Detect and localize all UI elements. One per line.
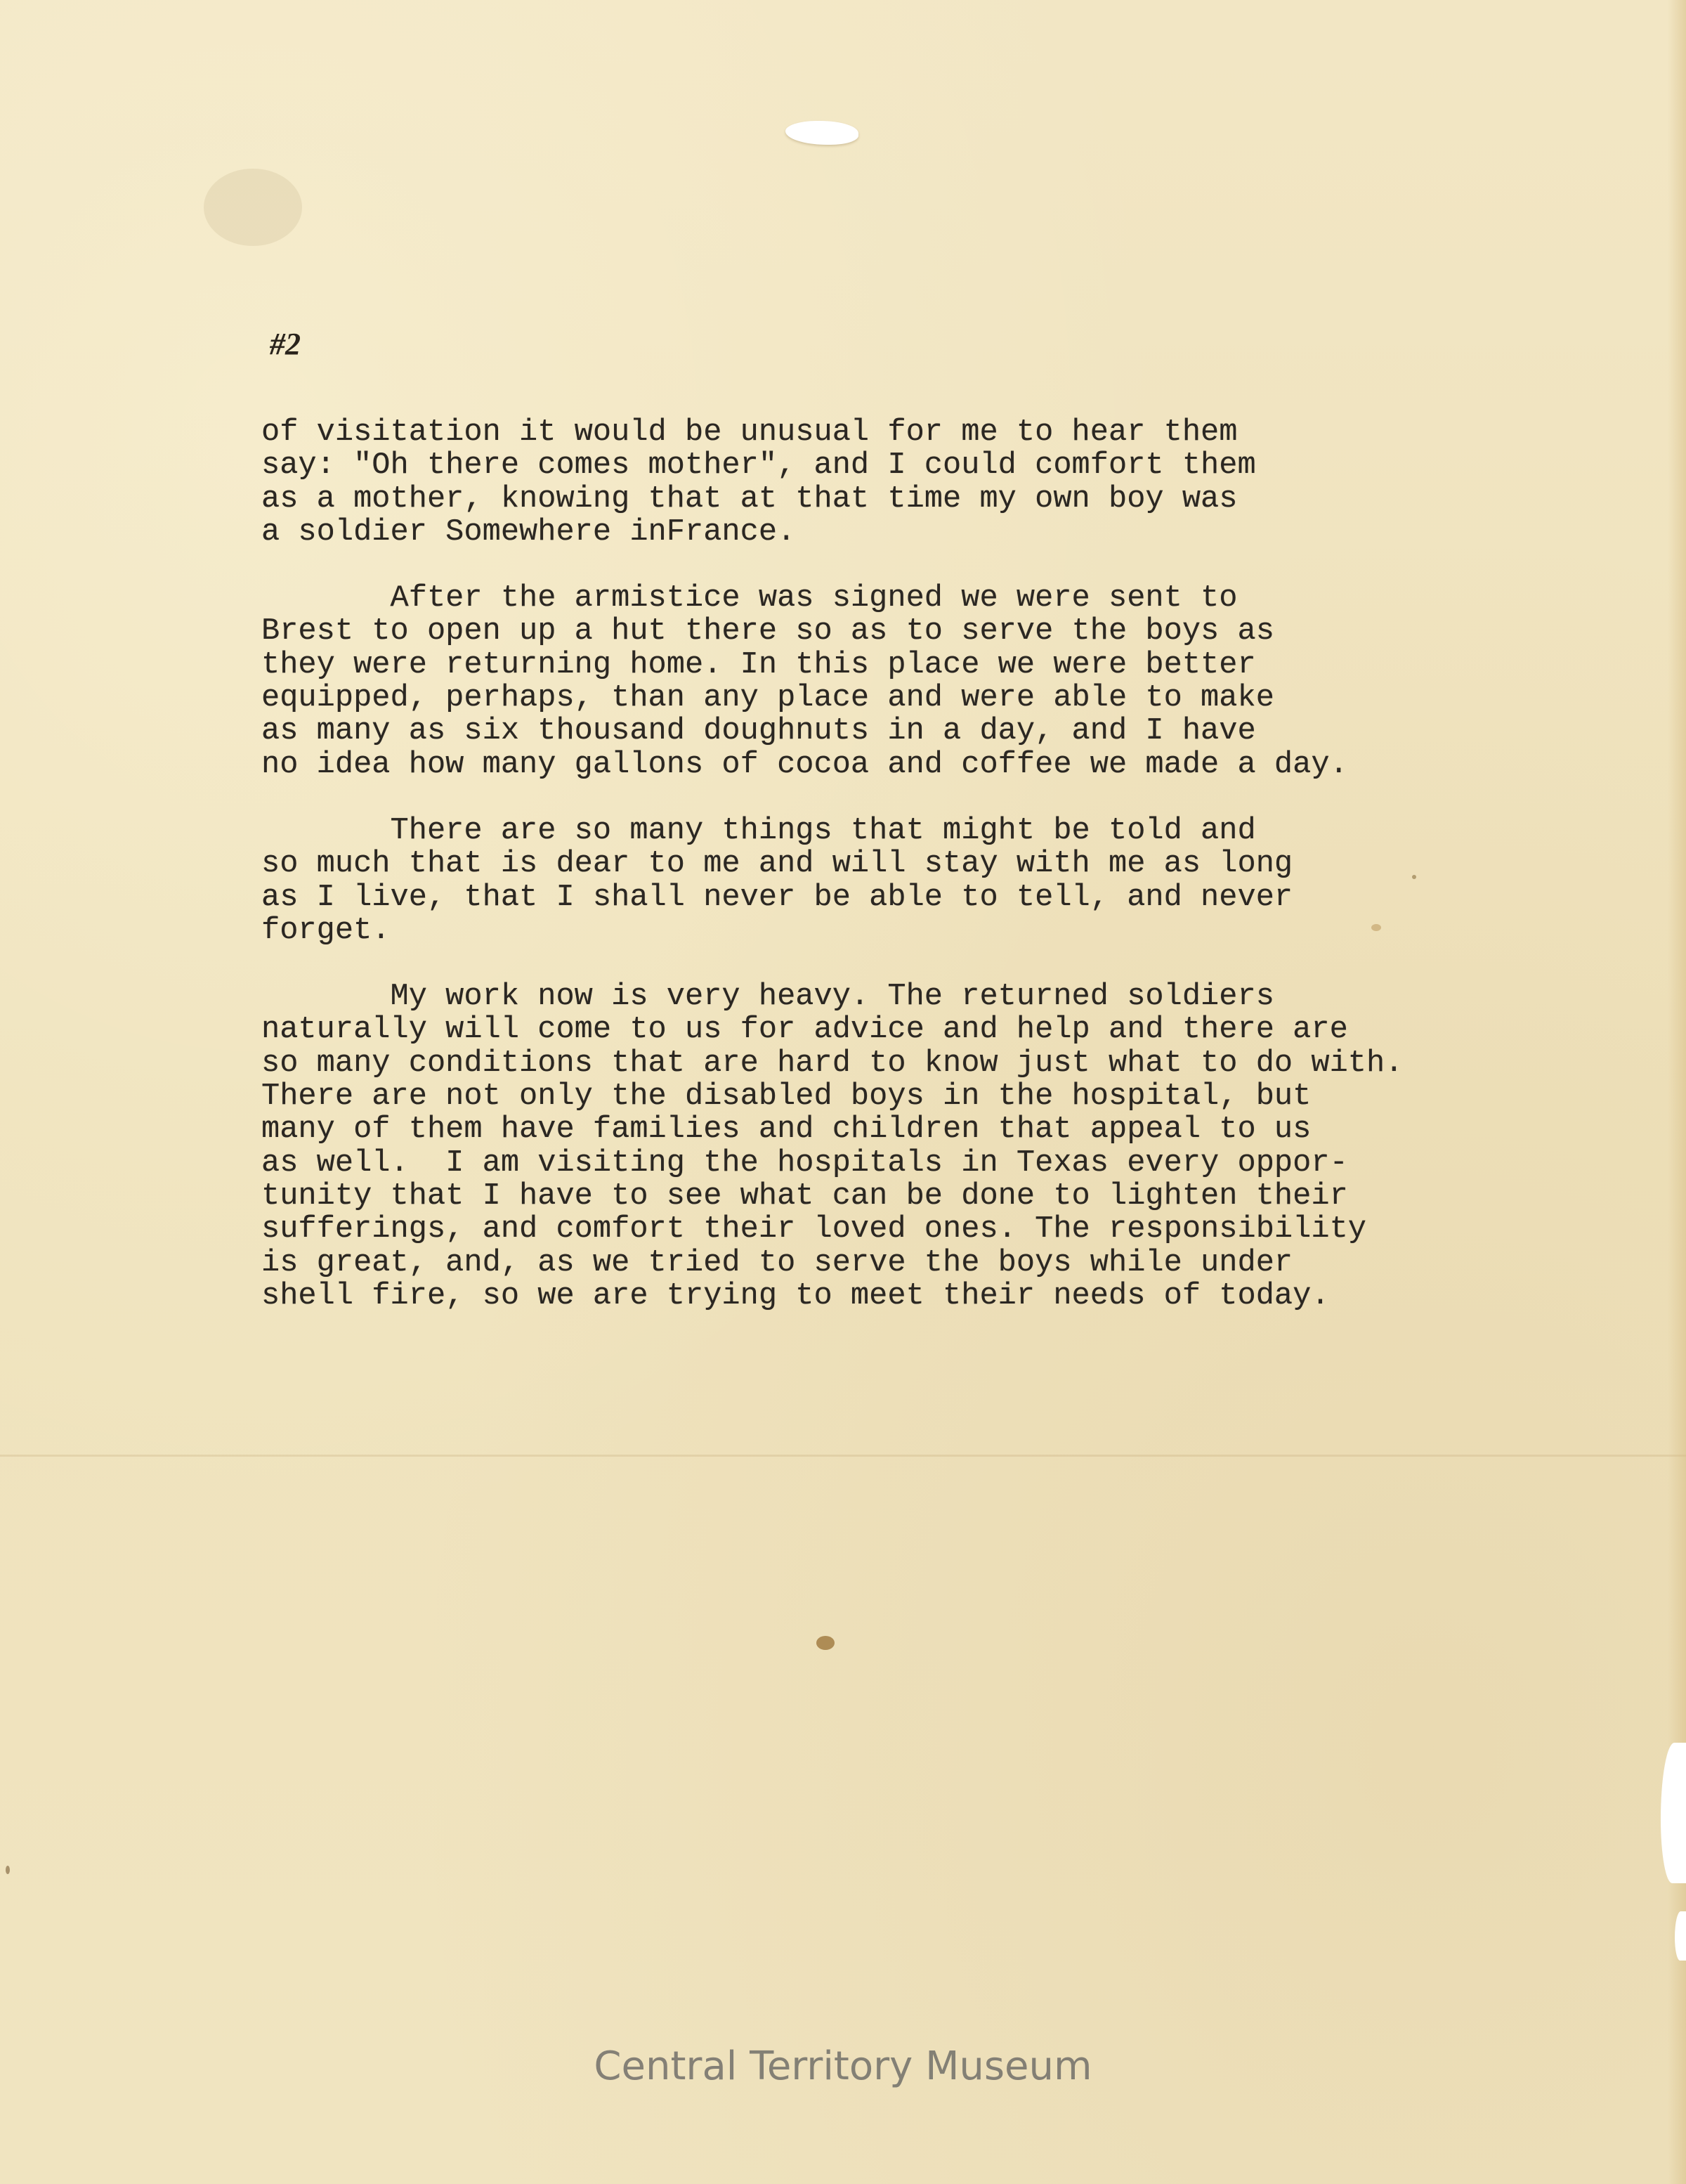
text-line: There are not only the disabled boys in the hospital, but bbox=[261, 1079, 1312, 1114]
text-line: as I live, that I shall never be able to tell, and never bbox=[261, 880, 1293, 915]
text-line: naturally will come to us for advice and help and there are bbox=[261, 1013, 1348, 1048]
paragraph-1 bbox=[261, 416, 1512, 549]
paragraph-4 bbox=[261, 980, 1512, 1313]
text-line: they were returning home. In this place we were better bbox=[261, 647, 1256, 682]
text-line: is great, and, as we tried to serve the boys while under bbox=[261, 1245, 1293, 1280]
text-line: sufferings, and comfort their loved ones. The responsibility bbox=[261, 1212, 1367, 1247]
text-line: After the armistice was signed we were sent to bbox=[261, 581, 1238, 616]
text-line: Brest to open up a hut there so as to serve the boys as bbox=[261, 614, 1274, 649]
text-line: as well. I am visiting the hospitals in Texas every oppor- bbox=[261, 1145, 1348, 1181]
text-line: forget. bbox=[261, 913, 391, 948]
text-line: no idea how many gallons of cocoa and coffee we made a day. bbox=[261, 747, 1348, 782]
page-number: #2 bbox=[270, 327, 301, 361]
text-line: shell fire, so we are trying to meet their needs of today. bbox=[261, 1278, 1330, 1313]
paragraph-gap bbox=[261, 549, 1512, 582]
paper-smudge bbox=[204, 169, 302, 246]
text-line: so much that is dear to me and will stay with me as long bbox=[261, 847, 1293, 882]
text-line: say: "Oh there comes mother", and I could comfort them bbox=[261, 448, 1256, 483]
letter-body bbox=[261, 416, 1512, 1313]
text-line: so many conditions that are hard to know just what to do with. bbox=[261, 1046, 1404, 1081]
ink-speck bbox=[6, 1866, 10, 1874]
text-line: many of them have families and children that appeal to us bbox=[261, 1112, 1312, 1148]
museum-watermark: Central Territory Museum bbox=[594, 2043, 1092, 2089]
paragraph-gap bbox=[261, 781, 1512, 814]
paragraph-3 bbox=[261, 814, 1512, 947]
text-line: tunity that I have to see what can be done to lighten their bbox=[261, 1178, 1348, 1214]
paragraph-2 bbox=[261, 582, 1512, 781]
paper-fold-crease bbox=[0, 1455, 1686, 1457]
text-line: as many as six thousand doughnuts in a day, and I have bbox=[261, 714, 1256, 749]
text-line: equipped, perhaps, than any place and were able to make bbox=[261, 681, 1274, 716]
paper-tear-top bbox=[785, 121, 858, 145]
paper-tear-right-small bbox=[1675, 1911, 1686, 1961]
text-line: There are so many things that might be told and bbox=[261, 813, 1256, 848]
text-line: My work now is very heavy. The returned soldiers bbox=[261, 980, 1274, 1015]
text-line: as a mother, knowing that at that time my own boy was bbox=[261, 481, 1238, 516]
ink-stain bbox=[816, 1636, 835, 1650]
text-line: of visitation it would be unusual for me to hear them bbox=[261, 415, 1238, 450]
paragraph-gap bbox=[261, 947, 1512, 980]
paper-tear-right bbox=[1661, 1743, 1686, 1883]
text-line: a soldier Somewhere inFrance. bbox=[261, 514, 796, 550]
